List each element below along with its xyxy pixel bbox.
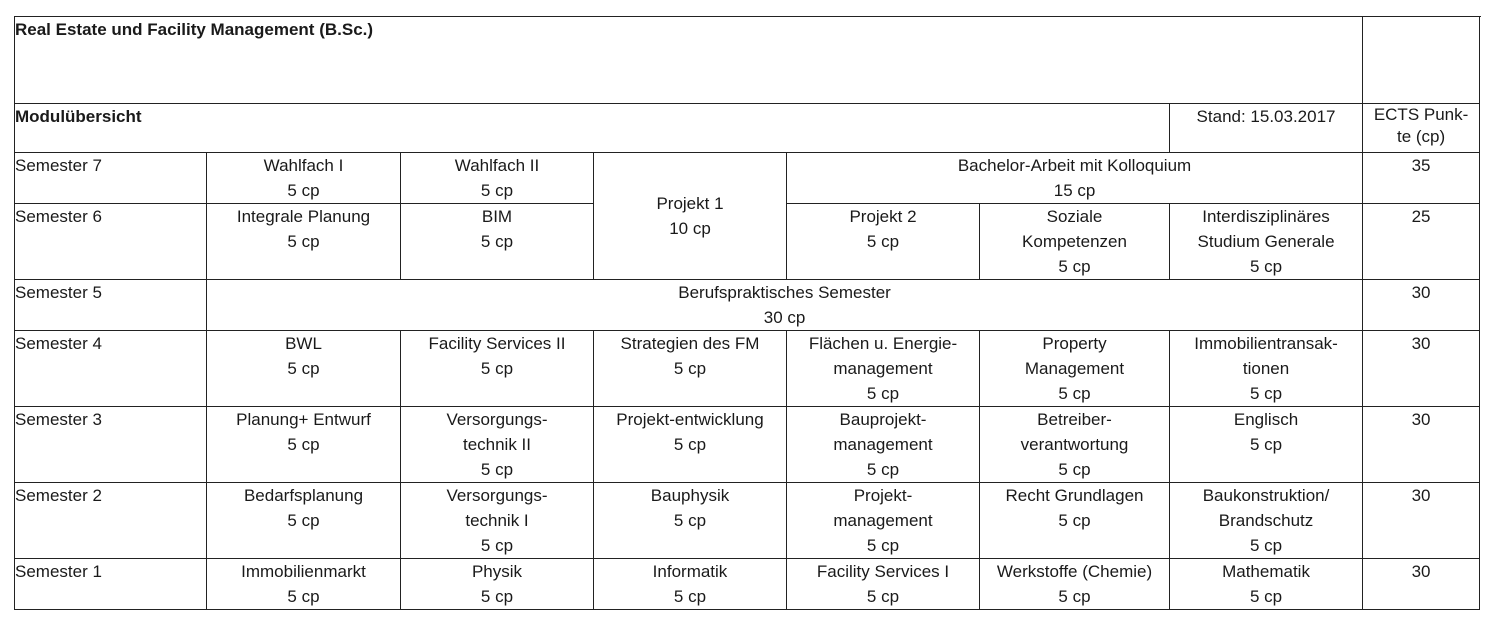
module-credits: 5 cp	[1058, 384, 1091, 403]
module-name: BWL	[285, 334, 322, 353]
module-cell	[1170, 204, 1363, 280]
module-cell	[207, 331, 401, 407]
module-cell	[401, 204, 594, 280]
module-name: Recht Grundlagen	[1005, 486, 1144, 505]
module-cell	[787, 204, 980, 280]
module-credits: 5 cp	[673, 587, 707, 606]
module-name: Soziale	[1046, 207, 1103, 226]
module-name: Projekt 2	[849, 207, 917, 226]
module-name: Brandschutz	[1218, 511, 1314, 530]
module-name: Kompetenzen	[1022, 232, 1127, 251]
module-name: Interdisziplinäres	[1202, 207, 1330, 226]
module-name: Projekt-	[853, 486, 913, 505]
module-cell	[1170, 331, 1363, 407]
module-cell	[787, 483, 980, 559]
module-credits: 5 cp	[480, 587, 514, 606]
module-name: Englisch	[1233, 410, 1299, 429]
module-credits: 5 cp	[1249, 257, 1283, 276]
module-cell	[787, 407, 980, 483]
module-name: Projekt 1	[656, 194, 724, 213]
module-cell	[1170, 483, 1363, 559]
module-credits: 5 cp	[673, 359, 707, 378]
module-name: Immobilientransak-	[1194, 334, 1338, 353]
module-name: Immobilienmarkt	[241, 562, 366, 581]
module-cell	[594, 407, 787, 483]
ects-value: 30	[1363, 331, 1480, 407]
semester-label: Semester 4	[15, 331, 207, 407]
module-name: tionen	[1242, 359, 1290, 378]
module-credits: 5 cp	[480, 536, 514, 555]
module-name: technik I	[465, 511, 529, 530]
module-name: Bachelor-Arbeit mit Kolloquium	[957, 156, 1192, 175]
module-name: Werkstoffe (Chemie)	[996, 562, 1153, 581]
module-cell	[1170, 407, 1363, 483]
ects-value: 30	[1363, 280, 1480, 331]
module-cell	[787, 559, 980, 610]
module-cell-projekt-1	[594, 153, 787, 280]
module-cell	[787, 331, 980, 407]
module-credits: 5 cp	[866, 460, 900, 479]
ects-value: 35	[1363, 153, 1480, 204]
module-name: management	[833, 511, 933, 530]
module-name: Projekt-entwicklung	[616, 410, 764, 429]
module-name: Versorgungs-	[446, 486, 548, 505]
module-credits: 5 cp	[480, 359, 514, 378]
module-cell-bachelor-arbeit	[787, 153, 1363, 204]
module-name: Management	[1024, 359, 1125, 378]
module-name: Strategien des FM	[620, 334, 760, 353]
module-credits: 5 cp	[287, 587, 320, 606]
ects-header	[1363, 104, 1480, 153]
module-name: Bauprojekt-	[839, 410, 927, 429]
module-cell-berufspraktisches-semester	[207, 280, 1363, 331]
module-credits: 5 cp	[673, 511, 707, 530]
module-credits: 5 cp	[287, 181, 320, 200]
module-credits: 5 cp	[866, 536, 900, 555]
module-name: Berufspraktisches Semester	[678, 283, 891, 302]
module-overview-heading: Modulübersicht	[15, 104, 1170, 153]
module-cell	[980, 407, 1170, 483]
semester-label: Semester 1	[15, 559, 207, 610]
module-name: Baukonstruktion/	[1202, 486, 1330, 505]
module-cell	[401, 153, 594, 204]
ects-value: 30	[1363, 483, 1480, 559]
module-credits: 5 cp	[866, 232, 900, 251]
module-credits: 30 cp	[763, 308, 806, 327]
module-cell	[980, 559, 1170, 610]
module-credits: 5 cp	[1249, 587, 1283, 606]
module-name: Physik	[471, 562, 523, 581]
semester-label: Semester 7	[15, 153, 207, 204]
module-credits: 5 cp	[287, 359, 320, 378]
module-credits: 5 cp	[1249, 384, 1283, 403]
ects-value: 30	[1363, 407, 1480, 483]
module-cell	[980, 483, 1170, 559]
semester-label: Semester 6	[15, 204, 207, 280]
semester-label: Semester 2	[15, 483, 207, 559]
module-name: Flächen u. Energie-	[808, 334, 958, 353]
module-name: Studium Generale	[1197, 232, 1335, 251]
module-name: technik II	[462, 435, 532, 454]
module-cell	[207, 483, 401, 559]
module-cell	[207, 407, 401, 483]
module-credits: 5 cp	[287, 232, 320, 251]
module-name: Wahlfach II	[454, 156, 540, 175]
module-name: Betreiber-	[1037, 410, 1112, 429]
module-credits: 5 cp	[866, 587, 900, 606]
module-cell	[1170, 559, 1363, 610]
module-cell	[207, 559, 401, 610]
module-name: Facility Services I	[816, 562, 950, 581]
semester-label: Semester 5	[15, 280, 207, 331]
module-credits: 10 cp	[669, 219, 711, 238]
module-name: management	[833, 359, 933, 378]
module-credits: 5 cp	[1058, 587, 1091, 606]
module-credits: 5 cp	[480, 460, 514, 479]
module-name: Facility Services II	[428, 334, 566, 353]
module-cell	[594, 559, 787, 610]
header-empty-cell	[1363, 17, 1480, 104]
module-cell	[401, 407, 594, 483]
module-credits: 5 cp	[1058, 511, 1091, 530]
module-name: BIM	[481, 207, 513, 226]
stand-date: Stand: 15.03.2017	[1170, 104, 1363, 153]
module-credits: 5 cp	[1058, 257, 1091, 276]
module-credits: 5 cp	[1249, 536, 1283, 555]
program-title: Real Estate und Facility Management (B.Sc.)	[15, 17, 1363, 104]
module-cell	[401, 559, 594, 610]
module-credits: 5 cp	[480, 181, 514, 200]
module-name: management	[833, 435, 933, 454]
module-credits: 5 cp	[287, 511, 320, 530]
semester-label: Semester 3	[15, 407, 207, 483]
module-credits: 5 cp	[673, 435, 707, 454]
module-credits: 5 cp	[1249, 435, 1283, 454]
module-name: Property	[1042, 334, 1107, 353]
module-cell	[207, 153, 401, 204]
module-name: Informatik	[652, 562, 728, 581]
module-credits: 5 cp	[287, 435, 320, 454]
module-name: verantwortung	[1020, 435, 1129, 454]
module-cell	[980, 331, 1170, 407]
module-name: Planung+ Entwurf	[236, 410, 371, 429]
ects-value: 25	[1363, 204, 1480, 280]
module-cell	[980, 204, 1170, 280]
module-name: Integrale Planung	[236, 207, 371, 226]
module-credits: 15 cp	[1053, 181, 1096, 200]
module-cell	[401, 483, 594, 559]
module-name: Mathematik	[1222, 562, 1310, 581]
module-credits: 5 cp	[1058, 460, 1091, 479]
module-cell	[594, 331, 787, 407]
module-name: Versorgungs-	[446, 410, 548, 429]
ects-header-line: te (cp)	[1396, 127, 1446, 146]
module-credits: 5 cp	[480, 232, 514, 251]
ects-header-line: ECTS Punk-	[1373, 105, 1469, 124]
module-credits: 5 cp	[866, 384, 900, 403]
ects-value: 30	[1363, 559, 1480, 610]
module-cell	[401, 331, 594, 407]
module-name: Bauphysik	[650, 486, 730, 505]
module-cell	[594, 483, 787, 559]
module-name: Wahlfach I	[263, 156, 344, 175]
module-overview-table	[14, 16, 1480, 610]
module-cell	[207, 204, 401, 280]
module-name: Bedarfsplanung	[243, 486, 364, 505]
